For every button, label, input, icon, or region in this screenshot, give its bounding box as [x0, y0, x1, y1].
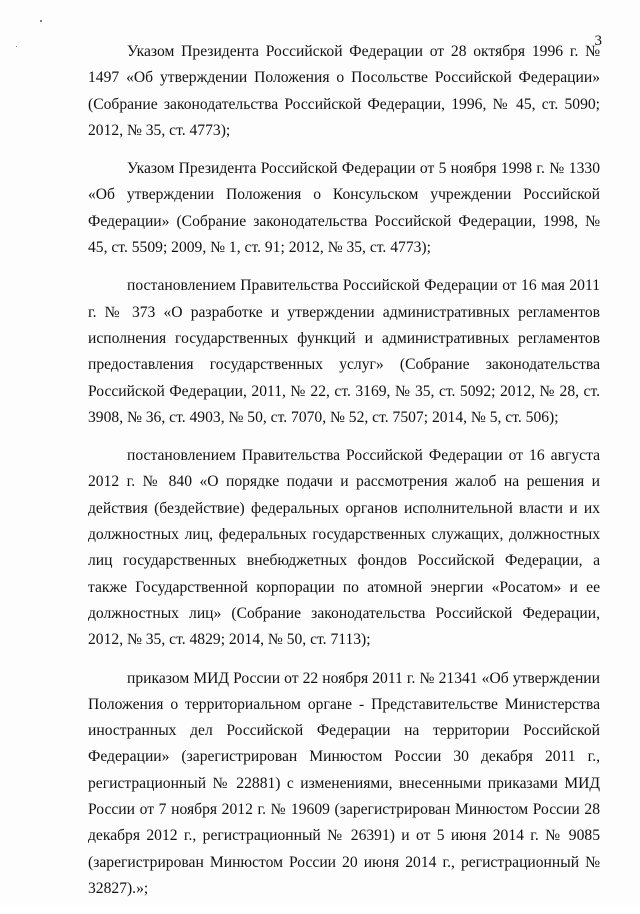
scan-speck	[40, 20, 42, 22]
paragraph-postanovlenie-2012: постановлением Правительства Российской Федерации от 16 августа 2012 г. № 840 «О порядке подачи и рассмотрения жалоб на решения и действия (бездействие) федеральных органов исполнительной власти и их должностных лиц, федеральных государственных служащих, должностных лиц государственных внебюджетных фондов Российской Федерации, а также Государственной корпорации по атомной энергии «Росатом» и ее должностных лиц» (Собрание законодательства Российской Федерации, 2012, № 35, ст. 4829; 2014, № 50, ст. 7113);	[88, 447, 600, 649]
paragraph-ukaz-1996: Указом Президента Российской Федерации от 28 октября 1996 г. № 1497 «Об утверждении Положения о Посольстве Российской Федерации» (Собрание законодательства Российской Федерации, 1996, № 45, ст. 5090; 2012, № 35, ст. 4773);	[88, 43, 600, 139]
scan-speck	[16, 46, 17, 47]
paragraph-ukaz-1998: Указом Президента Российской Федерации от 5 ноября 1998 г. № 1330 «Об утверждении Положения о Консульском учреждении Российской Федерации» (Собрание законодательства Российской Федерации, 1998, № 45, ст. 5509; 2009, № 1, ст. 91; 2012, № 35, ст. 4773);	[88, 160, 600, 257]
paragraph-postanovlenie-2011: постановлением Правительства Российской Федерации от 16 мая 2011 г. № 373 «О разработке и утверждении административных регламентов исполнения государственных функций и административных регламентов предоставления государственных услуг» (Собрание законодательства Российской Федерации, 2011, № 22, ст. 3169, № 35, ст. 5092; 2012, № 28, ст. 3908, № 36, ст. 4903, № 50, ст. 7070, № 52, ст. 7507; 2014, № 5, ст. 506);	[88, 277, 600, 426]
paragraph-prikaz-mid-2011: приказом МИД России от 22 ноября 2011 г. № 21341 «Об утверждении Положения о территориальном органе - Представительстве Министерства иностранных дел Российской Федерации на территории Российской Федерации» (зарегистрирован Минюстом России 30 декабря 2011 г., регистрационный № 22881) с изменениями, внесенными приказами МИД России от 7 ноября 2012 г. № 19609 (зарегистрирован Минюстом России 28 декабря 2012 г., регистрационный № 26391) и от 5 июня 2014 г. № 9085 (зарегистрирован Минюстом России 20 июня 2014 г., регистрационный № 32827).»;	[88, 669, 600, 897]
page-number: 3	[594, 33, 602, 49]
document-body	[88, 39, 600, 914]
